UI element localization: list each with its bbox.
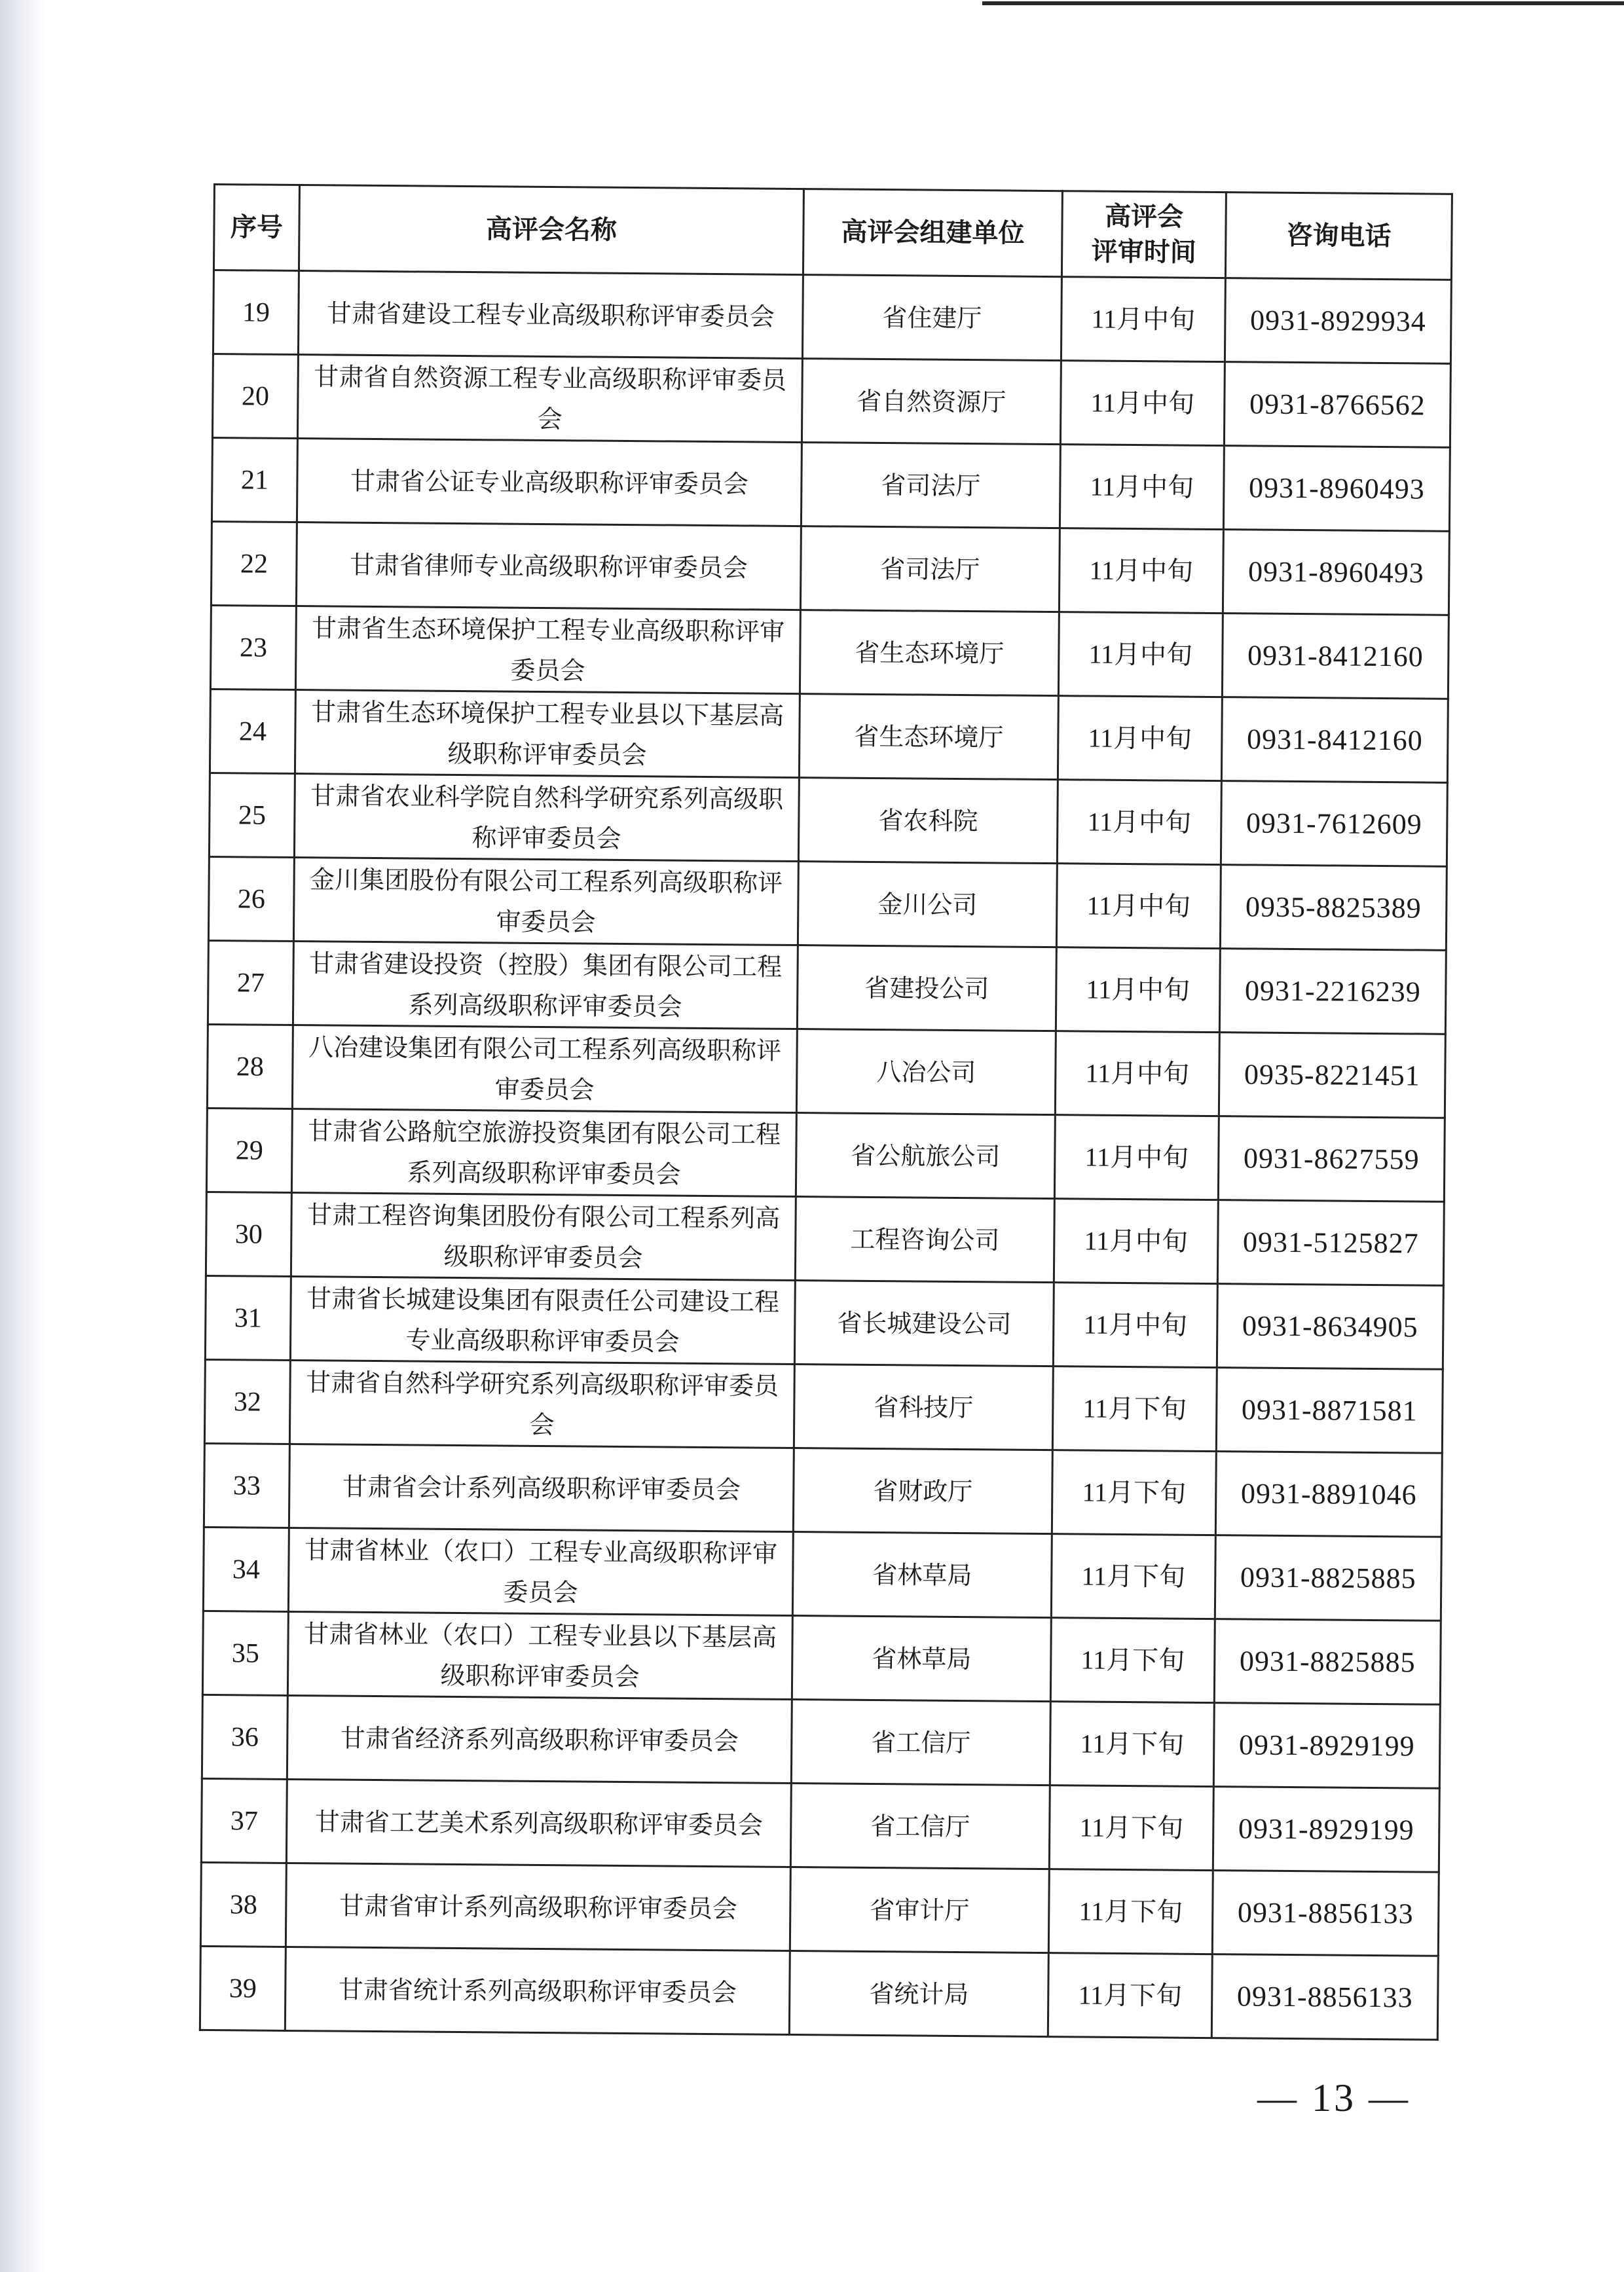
- cell-organizing-unit: 省自然资源厅: [802, 359, 1061, 445]
- cell-committee-name: 甘肃省律师专业高级职称评审委员会: [296, 522, 801, 610]
- cell-review-time: 11月下旬: [1050, 1618, 1215, 1703]
- cell-committee-name: 甘肃省自然资源工程专业高级职称评审委员会: [297, 355, 802, 443]
- cell-committee-name: 八冶建设集团有限公司工程系列高级职称评审委员会: [292, 1025, 797, 1112]
- table-row: [200, 1862, 1439, 1956]
- header-phone: 咨询电话: [1225, 192, 1452, 280]
- cell-phone: 0931-8871581: [1216, 1368, 1443, 1454]
- cell-committee-name: 甘肃省长城建设集团有限责任公司建设工程专业高级职称评审委员会: [290, 1276, 795, 1364]
- cell-phone: 0931-8960493: [1223, 446, 1450, 532]
- table-row: [202, 1611, 1441, 1704]
- cell-review-time: 11月中旬: [1053, 1283, 1217, 1368]
- cell-organizing-unit: 八冶公司: [796, 1029, 1056, 1115]
- cell-phone: 0931-5125827: [1217, 1200, 1444, 1286]
- cell-organizing-unit: 省财政厅: [793, 1448, 1052, 1534]
- cell-phone: 0931-8825885: [1215, 1535, 1441, 1621]
- cell-phone: 0935-8221451: [1219, 1033, 1445, 1118]
- cell-review-time: 11月中旬: [1058, 696, 1222, 781]
- cell-committee-name: 甘肃省统计系列高级职称评审委员会: [285, 1947, 790, 2034]
- cell-organizing-unit: 省科技厅: [794, 1365, 1053, 1450]
- header-organizing-unit: 高评会组建单位: [803, 189, 1062, 277]
- cell-organizing-unit: 工程咨询公司: [795, 1197, 1054, 1283]
- table-row: [208, 940, 1446, 1034]
- cell-organizing-unit: 省生态环境厅: [800, 610, 1059, 696]
- cell-seq: 24: [210, 689, 295, 773]
- cell-review-time: 11月中旬: [1056, 864, 1221, 949]
- cell-organizing-unit: 省住建厅: [802, 275, 1061, 361]
- cell-review-time: 11月中旬: [1054, 1115, 1219, 1200]
- table-row: [209, 773, 1447, 866]
- cell-seq: 37: [201, 1778, 287, 1863]
- review-committee-table-container: [199, 183, 1451, 2041]
- cell-review-time: 11月中旬: [1056, 947, 1220, 1033]
- table-row: [204, 1359, 1443, 1453]
- cell-committee-name: 甘肃省生态环境保护工程专业高级职称评审委员会: [295, 606, 800, 694]
- cell-seq: 34: [203, 1527, 289, 1611]
- cell-phone: 0931-8891046: [1215, 1452, 1442, 1537]
- cell-seq: 38: [200, 1862, 286, 1947]
- cell-committee-name: 金川集团股份有限公司工程系列高级职称评审委员会: [293, 858, 798, 945]
- header-seq: 序号: [213, 185, 299, 271]
- cell-organizing-unit: 省工信厅: [791, 1700, 1050, 1786]
- cell-review-time: 11月下旬: [1048, 1869, 1213, 1954]
- table-row: [201, 1778, 1439, 1872]
- cell-organizing-unit: 省长城建设公司: [794, 1281, 1054, 1366]
- cell-phone: 0931-8627559: [1218, 1116, 1445, 1202]
- table-row: [210, 689, 1448, 782]
- table-row: [203, 1527, 1441, 1621]
- page-number: — 13 —: [1257, 2076, 1411, 2119]
- table-row: [200, 1946, 1438, 2040]
- table-row: [206, 1192, 1444, 1285]
- cell-phone: 0931-2216239: [1219, 949, 1446, 1035]
- cell-committee-name: 甘肃省林业（农口）工程专业县以下基层高级职称评审委员会: [287, 1611, 792, 1699]
- cell-organizing-unit: 金川公司: [798, 862, 1057, 947]
- cell-phone: 0931-8929199: [1213, 1787, 1439, 1873]
- table-row: [210, 605, 1449, 699]
- cell-organizing-unit: 省林草局: [792, 1532, 1052, 1618]
- cell-review-time: 11月下旬: [1048, 1953, 1212, 2038]
- cell-seq: 32: [204, 1359, 290, 1444]
- cell-committee-name: 甘肃省公路航空旅游投资集团有限公司工程系列高级职称评审委员会: [291, 1109, 796, 1196]
- cell-review-time: 11月中旬: [1059, 528, 1223, 614]
- table-row: [212, 354, 1450, 448]
- cell-seq: 31: [205, 1275, 291, 1360]
- cell-organizing-unit: 省司法厅: [801, 443, 1060, 528]
- cell-review-time: 11月下旬: [1052, 1366, 1217, 1452]
- cell-phone: 0931-8929934: [1225, 278, 1451, 364]
- table-row: [213, 270, 1451, 364]
- cell-phone: 0931-8856133: [1211, 1954, 1438, 2040]
- cell-seq: 35: [202, 1611, 288, 1695]
- table-row: [211, 521, 1449, 615]
- cell-organizing-unit: 省工信厅: [790, 1784, 1050, 1869]
- table-row: [212, 437, 1450, 531]
- cell-committee-name: 甘肃省工艺美术系列高级职称评审委员会: [286, 1779, 791, 1867]
- table-header-row: [213, 185, 1452, 280]
- cell-seq: 25: [209, 773, 295, 857]
- cell-organizing-unit: 省林草局: [792, 1616, 1051, 1702]
- cell-seq: 33: [204, 1443, 289, 1528]
- cell-seq: 28: [207, 1024, 293, 1109]
- cell-organizing-unit: 省统计局: [789, 1951, 1048, 2036]
- cell-committee-name: 甘肃省自然科学研究系列高级职称评审委员会: [289, 1360, 794, 1448]
- cell-review-time: 11月下旬: [1051, 1534, 1215, 1619]
- cell-review-time: 11月中旬: [1060, 445, 1224, 530]
- table-row: [205, 1275, 1443, 1369]
- table-row: [202, 1695, 1440, 1788]
- cell-review-time: 11月中旬: [1060, 361, 1225, 446]
- cell-committee-name: 甘肃省公证专业高级职称评审委员会: [297, 439, 802, 526]
- cell-review-time: 11月下旬: [1052, 1450, 1216, 1535]
- cell-phone: 0931-8412160: [1222, 614, 1449, 699]
- table-row: [206, 1108, 1445, 1201]
- cell-seq: 27: [208, 940, 293, 1025]
- cell-organizing-unit: 省审计厅: [790, 1867, 1049, 1953]
- cell-review-time: 11月中旬: [1055, 1031, 1219, 1116]
- cell-review-time: 11月中旬: [1057, 780, 1221, 865]
- cell-committee-name: 甘肃省林业（农口）工程专业高级职称评审委员会: [288, 1528, 793, 1615]
- cell-committee-name: 甘肃省审计系列高级职称评审委员会: [286, 1863, 790, 1951]
- table-row: [207, 1024, 1445, 1118]
- cell-seq: 23: [210, 605, 296, 689]
- cell-committee-name: 甘肃省经济系列高级职称评审委员会: [287, 1695, 792, 1783]
- header-review-time: 高评会 评审时间: [1061, 191, 1226, 278]
- cell-phone: 0931-8634905: [1217, 1284, 1443, 1370]
- cell-committee-name: 甘肃省建设投资（控股）集团有限公司工程系列高级职称评审委员会: [293, 941, 798, 1029]
- table-row: [208, 856, 1447, 950]
- cell-seq: 29: [206, 1108, 292, 1192]
- scan-edge-shadow: [0, 0, 46, 2272]
- cell-phone: 0931-7612609: [1221, 781, 1447, 867]
- cell-committee-name: 甘肃工程咨询集团股份有限公司工程系列高级职称评审委员会: [291, 1192, 796, 1280]
- cell-organizing-unit: 省司法厅: [800, 526, 1060, 612]
- cell-phone: 0931-8960493: [1223, 530, 1449, 615]
- cell-phone: 0931-8766562: [1224, 362, 1450, 448]
- cell-phone: 0931-8929199: [1213, 1703, 1440, 1789]
- table-body: [200, 270, 1451, 2040]
- cell-committee-name: 甘肃省建设工程专业高级职称评审委员会: [298, 271, 803, 359]
- cell-committee-name: 甘肃省会计系列高级职称评审委员会: [289, 1444, 794, 1531]
- cell-seq: 30: [206, 1192, 291, 1276]
- cell-seq: 22: [211, 521, 297, 606]
- cell-committee-name: 甘肃省生态环境保护工程专业县以下基层高级职称评审委员会: [295, 690, 800, 778]
- cell-phone: 0931-8856133: [1212, 1871, 1439, 1956]
- cell-organizing-unit: 省农科院: [798, 778, 1058, 864]
- review-committee-table: [199, 183, 1453, 2041]
- cell-review-time: 11月下旬: [1049, 1786, 1213, 1871]
- cell-seq: 21: [212, 437, 297, 522]
- cell-seq: 36: [202, 1695, 287, 1779]
- cell-review-time: 11月中旬: [1061, 277, 1225, 362]
- cell-seq: 26: [208, 856, 294, 941]
- table-row: [204, 1443, 1442, 1537]
- header-committee-name: 高评会名称: [299, 185, 803, 275]
- cell-committee-name: 甘肃省农业科学院自然科学研究系列高级职称评审委员会: [294, 774, 799, 862]
- top-edge-rule: [982, 1, 1624, 5]
- cell-seq: 20: [212, 354, 298, 439]
- cell-seq: 19: [213, 270, 299, 355]
- cell-review-time: 11月下旬: [1050, 1702, 1214, 1787]
- cell-organizing-unit: 省公航旅公司: [796, 1113, 1055, 1199]
- cell-phone: 0931-8412160: [1221, 697, 1448, 783]
- cell-phone: 0931-8825885: [1214, 1619, 1441, 1705]
- cell-phone: 0935-8825389: [1220, 865, 1447, 951]
- cell-review-time: 11月中旬: [1058, 612, 1223, 697]
- cell-review-time: 11月中旬: [1054, 1199, 1218, 1284]
- cell-organizing-unit: 省建投公司: [797, 945, 1056, 1031]
- cell-seq: 39: [200, 1946, 286, 2030]
- cell-organizing-unit: 省生态环境厅: [799, 694, 1058, 780]
